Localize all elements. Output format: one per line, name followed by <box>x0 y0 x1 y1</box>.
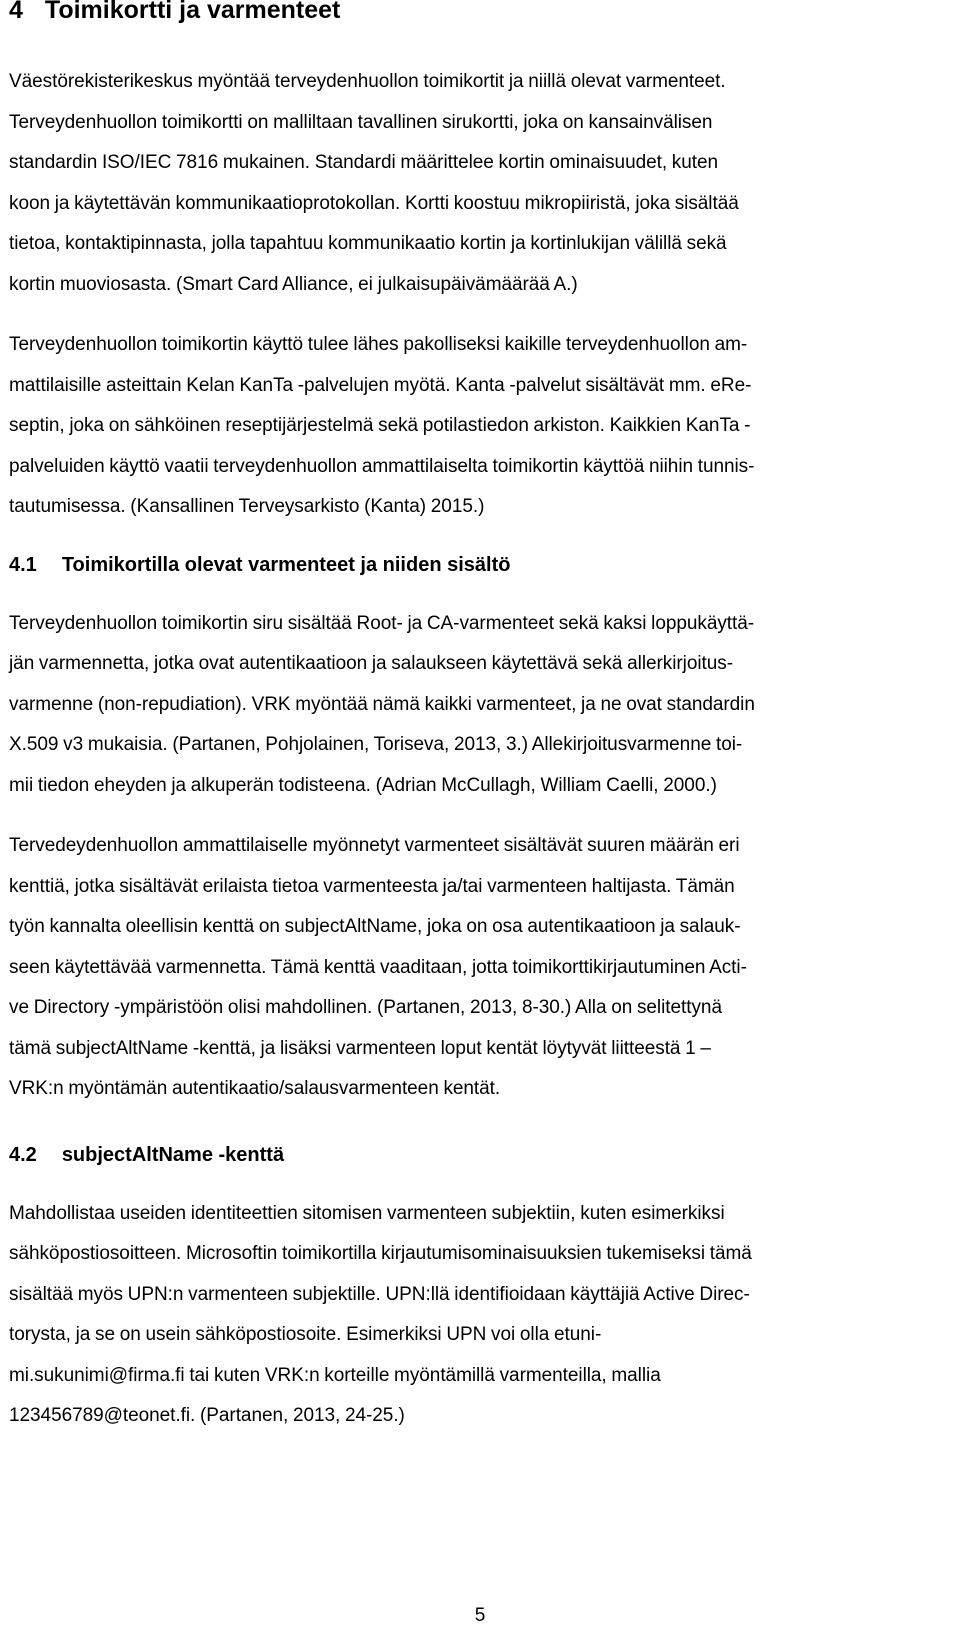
paragraph-line: ve Directory -ympäristöön olisi mahdollinen. (Partanen, 2013, 8-30.) Alla on selitettynä <box>9 997 722 1018</box>
paragraph-line: kortin muoviosasta. (Smart Card Alliance, ei julkaisupäivämäärää A.) <box>9 273 578 295</box>
chapter-heading <box>9 0 949 23</box>
chapter-title: Toimikortti ja varmenteet <box>44 0 341 24</box>
paragraph-line: Tervedeydenhuollon ammattilaiselle myönnetyt varmenteet sisältävät suuren määrän eri <box>9 835 740 856</box>
paragraph-line: standardin ISO/IEC 7816 mukainen. Standardi määrittelee kortin ominaisuudet, kuten <box>9 152 719 173</box>
paragraph-line: mattilaisille asteittain Kelan KanTa -palvelujen myötä. Kanta -palvelut sisältävät mm. eRe- <box>9 374 752 396</box>
paragraph-line: mi.sukunimi@firma.fi tai kuten VRK:n korteille myöntämillä varmenteilla, mallia <box>9 1364 661 1386</box>
section-title: Toimikortilla olevat varmenteet ja niiden sisältö <box>61 553 511 576</box>
paragraph-line: tautumisessa. (Kansallinen Terveysarkisto (Kanta) 2015.) <box>9 496 485 517</box>
paragraph-line: jän varmennetta, jotka ovat autentikaatioon ja salaukseen käytettävä sekä allerkirjoitus- <box>9 653 734 674</box>
paragraph-line: mii tiedon eheyden ja alkuperän todisteena. (Adrian McCullagh, William Caelli, 2000.) <box>9 774 717 796</box>
paragraph-line: septin, joka on sähköinen reseptijärjestelmä sekä potilastiedon arkiston. Kaikkien KanTa - <box>9 415 751 436</box>
paragraph-line: X.509 v3 mukaisia. (Partanen, Pohjolainen, Toriseva, 2013, 3.) Allekirjoitusvarmenne toi- <box>9 734 743 755</box>
section-number: 4.2 <box>9 1143 37 1166</box>
paragraph-line: 123456789@teonet.fi. (Partanen, 2013, 24-25.) <box>9 1405 405 1426</box>
paragraph-line: tämä subjectAltName -kenttä, ja lisäksi varmenteen loput kentät löytyvät liitteestä 1 – <box>9 1037 711 1059</box>
paragraph-line: tietoa, kontaktipinnasta, jolla tapahtuu kommunikaatio kortin ja kortinlukijan välillä sekä <box>9 233 727 254</box>
page-content <box>9 0 949 1437</box>
paragraph-line: työn kannalta oleellisin kenttä on subjectAltName, joka on osa autentikaatioon ja salauk- <box>9 916 741 937</box>
paragraph-line: Mahdollistaa useiden identiteettien sitomisen varmenteen subjektiin, kuten esimerkiksi <box>9 1202 725 1224</box>
chapter-number: 4 <box>9 0 23 24</box>
paragraph-line: Terveydenhuollon toimikortti on malliltaan tavallinen sirukortti, joka on kansainvälisen <box>9 111 713 133</box>
paragraph-line: seen käytettävää varmennetta. Tämä kenttä vaaditaan, jotta toimikorttikirjautuminen Acti- <box>9 956 747 978</box>
paragraph-4 <box>9 826 949 1110</box>
paragraph-line: sähköpostiosoitteen. Microsoftin toimikortilla kirjautumisominaisuuksien tukemiseksi tämä <box>9 1243 752 1264</box>
section-heading-4-2 <box>9 1142 949 1168</box>
paragraph-line: Terveydenhuollon toimikortin siru sisältää Root- ja CA-varmenteet sekä kaksi loppukäyttä- <box>9 612 755 634</box>
paragraph-line: sisältää myös UPN:n varmenteen subjektille. UPN:llä identifioidaan käyttäjiä Active Direc- <box>9 1283 750 1305</box>
page-number: 5 <box>474 1605 486 1626</box>
paragraph-line: Terveydenhuollon toimikortin käyttö tulee lähes pakolliseksi kaikille terveydenhuollon am- <box>9 334 748 355</box>
paragraph-1 <box>9 62 949 305</box>
paragraph-line: palveluiden käyttö vaatii terveydenhuollon ammattilaiselta toimikortin käyttöä niihin tunnis- <box>9 455 755 477</box>
paragraph-5 <box>9 1194 949 1437</box>
paragraph-line: kenttiä, jotka sisältävät erilaista tietoa varmenteesta ja/tai varmenteen haltijasta. Tämän <box>9 875 735 897</box>
section-title: subjectAltName -kenttä <box>61 1143 285 1166</box>
paragraph-3 <box>9 604 949 807</box>
paragraph-line: torysta, ja se on usein sähköpostiosoite. Esimerkiksi UPN voi olla etuni- <box>9 1324 602 1345</box>
paragraph-line: koon ja käytettävän kommunikaatioprotokollan. Kortti koostuu mikropiiristä, joka sisältää <box>9 192 739 214</box>
paragraph-2 <box>9 325 949 528</box>
paragraph-line: VRK:n myöntämän autentikaatio/salausvarmenteen kentät. <box>9 1078 501 1099</box>
paragraph-line: Väestörekisterikeskus myöntää terveydenhuollon toimikortit ja niillä olevat varmenteet. <box>9 71 726 92</box>
section-heading-4-1 <box>9 552 949 578</box>
section-number: 4.1 <box>9 553 37 576</box>
paragraph-line: varmenne (non-repudiation). VRK myöntää nämä kaikki varmenteet, ja ne ovat standardin <box>9 693 755 715</box>
